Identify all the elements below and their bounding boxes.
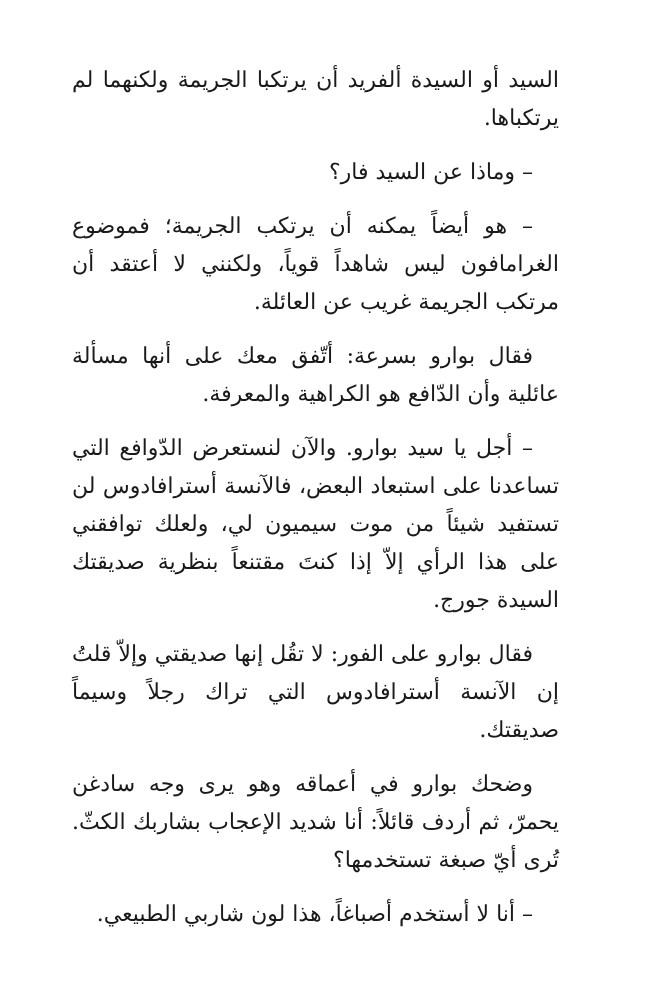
paragraph-4: فقال بوارو بسرعة: أتّفق معك على أنها مسألة عائلية وأن الدّافع هو الكراهية والمعرفة. xyxy=(72,344,559,407)
paragraph-5: – أجل يا سيد بوارو. والآن لنستعرض الدّوافع التي تساعدنا على استبعاد البعض، فالآنسة أسترافادوس لن تستفيد شيئاً من موت سيميون لي، ولعلك توافقني على هذا الرأي إلاّ إذا كنتَ مقتنعاً بنظرية صديقتك السيدة جورج. xyxy=(72,436,559,613)
paragraph-6: فقال بوارو على الفور: لا تقُل إنها صديقتي وإلاّ قلتُ إن الآنسة أسترافادوس التي تراك رجلاً وسيماً صديقتك. xyxy=(72,642,559,743)
paragraph-7: وضحك بوارو في أعماقه وهو يرى وجه سادغن يحمرّ، ثم أردف قائلاً: أنا شديد الإعجاب بشاربك الكثّ. تُرى أيّ صبغة تستخدمها؟ xyxy=(72,772,559,873)
paragraph-8: – أنا لا أستخدم أصباغاً، هذا لون شاربي الطبيعي. xyxy=(96,902,533,927)
paragraph-2: – وماذا عن السيد فار؟ xyxy=(328,160,533,185)
paragraph-3: – هو أيضاً يمكنه أن يرتكب الجريمة؛ فموضوع الغرامافون ليس شاهداً قوياً، ولكنني لا أعتقد أن مرتكب الجريمة غريب عن العائلة. xyxy=(72,214,559,315)
book-page-text xyxy=(72,62,559,950)
paragraph-1: السيد أو السيدة ألفريد أن يرتكبا الجريمة ولكنهما لم يرتكباها. xyxy=(72,68,559,131)
